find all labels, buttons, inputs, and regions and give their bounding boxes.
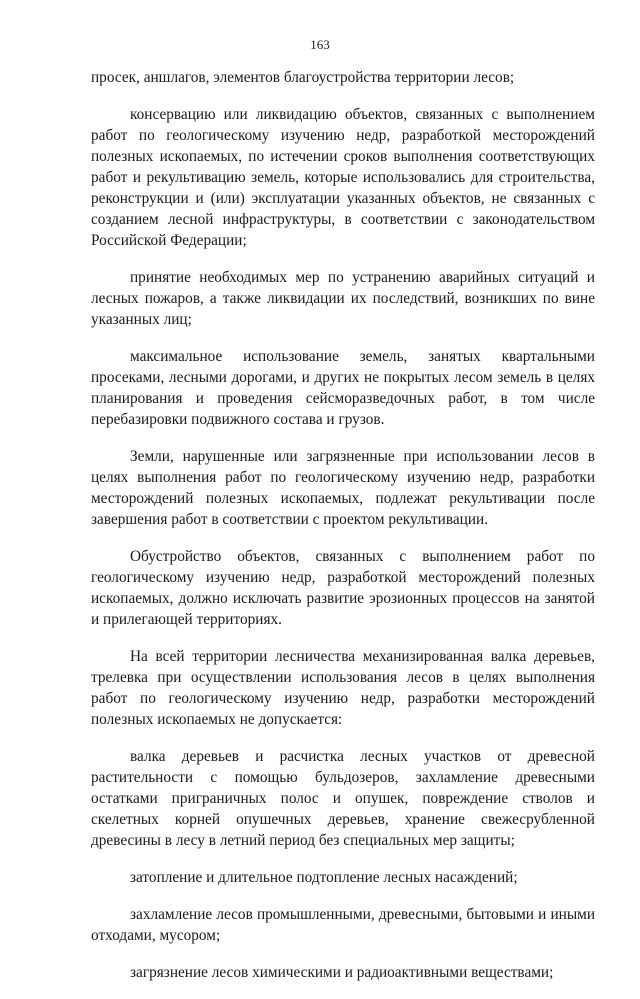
paragraph-7: На всей территории лесничества механизированная валка деревьев, трелевка при осуществлении использования лесов в целях выполнения работ по геологическому изучению недр, разработки месторождений полезных ископаемых не допускается: — [91, 648, 595, 728]
paragraph-6: Обустройство объектов, связанных с выполнением работ по геологическому изучению недр, разработкой месторождений полезных ископаемых, должно исключать развитие эрозионных процессов на занятой и прилегающей территориях. — [91, 548, 595, 628]
paragraph-3: принятие необходимых мер по устранению аварийных ситуаций и лесных пожаров, а также ликвидации их последствий, возникших по вине указанных лиц; — [91, 269, 595, 328]
paragraph-11: загрязнение лесов химическими и радиоактивными веществами; — [130, 964, 554, 981]
paragraph-8: валка деревьев и расчистка лесных участков от древесной растительности с помощью бульдозеров, захламление древесными остатками приграничных полос и опушек, повреждение стволов и скелетных корней опушечных деревьев, хранение свежесрубленной древесины в лесу в летний период без специальных мер защиты; — [91, 748, 595, 849]
paragraph-2: консервацию или ликвидацию объектов, связанных с выполнением работ по геологическому изучению недр, разработкой месторождений полезных ископаемых, по истечении сроков выполнения соответствующих работ и рекультивацию земель, которые использовались для строительства, реконструкции и (или) эксплуатации указанных объектов, не связанных с созданием лесной инфраструктуры, в соответствии с законодательством Российской Федерации; — [91, 106, 595, 249]
paragraph-9: затопление и длительное подтопление лесных насаждений; — [130, 869, 518, 886]
paragraph-5: Земли, нарушенные или загрязненные при использовании лесов в целях выполнения работ по геологическому изучению недр, разработки месторождений полезных ископаемых, подлежат рекультивации после завершения работ в соответствии с проектом рекультивации. — [91, 448, 595, 528]
page-number: 163 — [310, 37, 330, 52]
page-body — [91, 67, 595, 999]
paragraph-10: захламление лесов промышленными, древесными, бытовыми и иными отходами, мусором; — [91, 906, 595, 944]
paragraph-4: максимальное использование земель, занятых квартальными просеками, лесными дорогами, и других не покрытых лесом земель в целях планирования и проведения сейсморазведочных работ, в том числе перебазировки подвижного состава и грузов. — [91, 348, 595, 428]
paragraph-1: просек, аншлагов, элементов благоустройства территории лесов; — [91, 69, 515, 86]
